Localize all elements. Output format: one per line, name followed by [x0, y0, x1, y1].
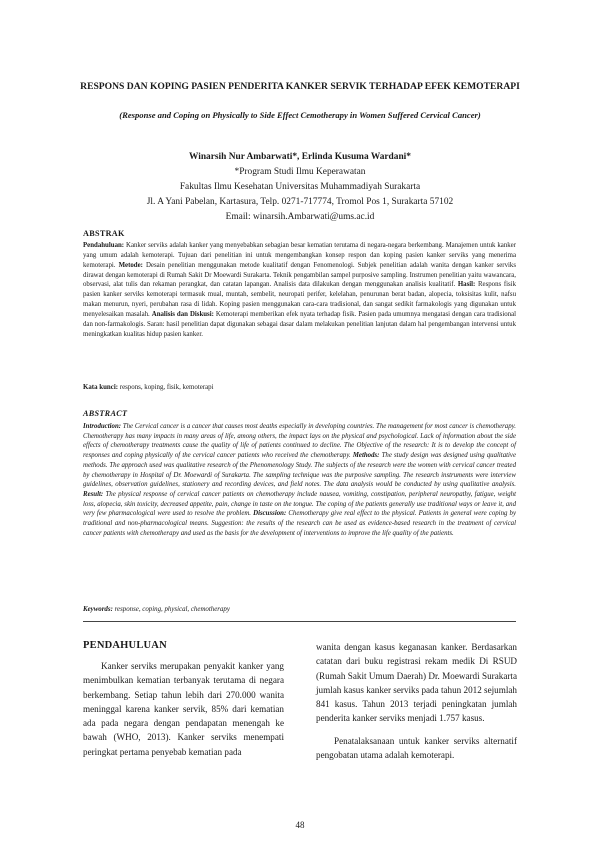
left-column — [83, 640, 284, 759]
abstrak-body — [83, 241, 516, 339]
abstract-label-discussion: Discussion: — [253, 510, 287, 518]
section-heading-pendahuluan: PENDAHULUAN — [83, 640, 167, 651]
author-names: Winarsih Nur Ambarwati*, Erlinda Kusuma Wardani* — [189, 152, 411, 162]
author-faculty: Fakultas Ilmu Kesehatan Universitas Muhammadiyah Surakarta — [179, 182, 421, 192]
abstrak-heading: ABSTRAK — [83, 229, 125, 238]
abstrak-label-pendahuluan: Pendahuluan: — [83, 242, 125, 249]
abstrak-label-hasil: Hasil: — [457, 281, 476, 289]
pendahuluan-paragraph-3: Penatalaksanaan untuk kanker serviks alternatif pengobatan utama adalah kemoterapi. — [316, 735, 517, 761]
abstrak-text-hasil: Respons fisik pasien kanker serviks kemoterapi termasuk mual, muntah, sembelit, neuropati perifer, kelelahan, penurunan berat badan, alopecia, toksisitas kulit, nafsu makan menurun, nyeri, perubahan rasa di lidah. Koping pasien menggunakan cara-cara tradisional, dan sangat sedikit farmakologis yang digunakan untuk menyelesaikan masalah. — [83, 281, 516, 318]
author-address: Jl. A Yani Pabelan, Kartasura, Telp. 0271-717774, Tromol Pos 1, Surakarta 57102 — [146, 197, 454, 207]
abstrak-text-analisis: Kemoterapi memberikan efek nyata terhadap fisik. Pasien pada umumnya mengatasi dengan cara tradisional dan non-farmakologis. Saran: hasil penelitian dapat digunakan sebagai dasar dalam melakukan penelitian lanjutan dalam hal pengembangan intervensi untuk meningkatkan kualitas hidup pasien kanker. — [83, 310, 517, 338]
abstrak-text-pendahuluan: Kanker serviks adalah kanker yang menyebabkan sebagian besar kematian terutama di negara-negara berkembang. Manajemen untuk kanker yang umum adalah kemoterapi. Tujuan dari penelitian ini untuk mengembangkan konsep respon dan koping pasien kanker serviks yang menerima kemoterapi. — [83, 242, 516, 269]
abstract-text-introduction: The Cervical cancer is a cancer that causes most deaths especially in developing countries. The management for most cancer is chemotherapy. Chemotherapy has many impacts in many areas of life, among others, the impact lays on the physical and psychological. Lack of information about the side effects of chemotherapy treatments cause the quality of life of patients continued to decline. — [83, 423, 516, 450]
abstrak-label-analisis: Analisis dan Diskusi: — [151, 310, 214, 318]
author-email[interactable]: Email: winarsih.Ambarwati@ums.ac.id — [225, 212, 375, 222]
abstract-label-result: Result: — [83, 490, 104, 498]
abstrak-label-metode: Metode: — [118, 261, 143, 269]
keywords-text: response, coping, physical, chemotherapy — [112, 606, 230, 613]
article-title: RESPONS DAN KOPING PASIEN PENDERITA KANKER SERVIK TERHADAP EFEK KEMOTERAPI — [80, 81, 520, 92]
abstract-text-objective: The Objective of the research: It is to develop the concept of responses and coping physically of the cervical cancer patients who received the chemotherapy. — [83, 442, 516, 460]
page-number: 48 — [295, 820, 305, 830]
pendahuluan-paragraph-2: wanita dengan kasus keganasan kanker. Berdasarkan catatan dari buku registrasi rekam medik Di RSUD (Rumah Sakit Umum Daerah) Dr. Moewardi Surakarta jumlah kasus kanker serviks pada tahun 2012 sejumlah 841 kasus. Tahun 2013 terjadi peningkatan jumlah penderita kanker serviks menjadi 1.757 kasus. — [316, 642, 517, 724]
section-divider — [83, 621, 516, 622]
pendahuluan-paragraph-1: Kanker serviks merupakan penyakit kanker yang menimbulkan kematian terbanyak terutama di negara berkembang. Setiap tahun lebih dari 270.000 wanita meninggal karena kanker servik, 85% dari kematian ada pada negara dengan pendapatan menengah ke bawah (WHO, 2013). Kanker serviks menempati peringkat pertama penyebab kematian pada — [83, 661, 284, 757]
abstract-heading: ABSTRACT — [83, 409, 128, 418]
kata-kunci-label: Kata kunci: — [83, 384, 119, 391]
abstract-label-introduction: Introduction: — [83, 423, 122, 430]
abstract-body — [83, 422, 516, 538]
keywords-label: Keywords: — [83, 606, 113, 613]
keywords — [83, 606, 516, 613]
article-title-english: (Response and Coping on Physically to Side Effect Cemotherapy in Women Suffered Cervical Cancer) — [119, 110, 481, 120]
abstrak-text-metode: Desain penelitian menggunakan metode kualitatif dengan Fenomenologi. Subjek penelitian adalah wanita dengan kanker serviks dirawat dengan kemoterapi di Rumah Sakit Dr Moewardi Surakarta. Teknik pengambilan sampel purposive sampling. Instrumen penelitian yaitu wawancara, observasi, alat tulis dan rekaman perangkat, dan catatan lapangan. Analisis data dilakukan dengan menggunakan analisis kualitatif. — [83, 261, 516, 289]
abstract-label-methods: Methods: — [352, 452, 380, 460]
right-column — [316, 640, 517, 762]
kata-kunci-text: respons, koping, fisik, kemoterapi — [118, 384, 214, 391]
author-block — [80, 150, 520, 225]
abstract-text-discussion: Chemotherapy give real effect to the physical. Patients in general were coping by traditional and non-pharmacological means. Suggestion: the results of the research can be used as evidence-based research in the treatment of cervical cancer patients with chemotherapy and used as the basis for the development of interventions to improve the life quality of the patients. — [83, 510, 516, 537]
abstract-text-methods: The study design was designed using qualitative methods. The approach used was qualitative research of the Phenomenology Study. The subjects of the research were the women with cervical cancer treated by chemotherapy in Hospital of Dr. Moewardi of Surakarta. The sampling technique was the purposive sampling. The research instruments were interview guidelines, observation guidelines, stationery and recording devices, and field notes. The data analysis would be conducted by using qualitative analysis. — [83, 452, 517, 489]
abstract-text-result: The physical response of cervical cancer patients on chemotherapy include nausea, vomiting, constipation, peripheral neuropathy, fatigue, weight loss, alopecia, skin toxicity, decreased appetite, pain, change in taste on the tongue. The coping of the patients generally use traditional ways or leave it, and very few pharmacological were used to resolve the problem. — [83, 490, 516, 518]
kata-kunci — [83, 384, 516, 391]
author-program: *Program Studi Ilmu Keperawatan — [234, 167, 366, 177]
